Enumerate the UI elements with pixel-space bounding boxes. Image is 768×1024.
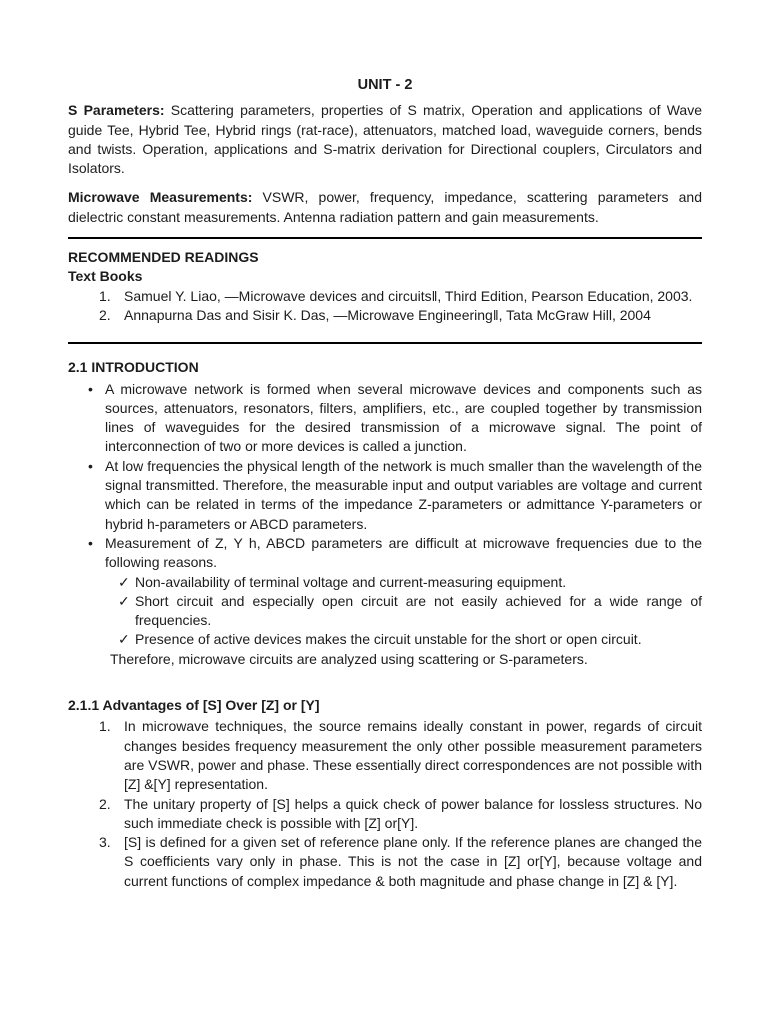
list-number: 1. <box>99 718 111 735</box>
paragraph-text-s-parameters: Scattering parameters, properties of S matrix, Operation and applications of Wave guide Tee, Hybrid Tee, Hybrid rings (rat-race), attenuators, matched load, waveguide corners, bends and twists. Operation, applications and S-matrix derivation for Directional couplers, Circulators and Isolators. <box>68 102 702 177</box>
advantage-text: The unitary property of [S] helps a quick check of power balance for lossless structures. No such immediate check is possible with [Z] or[Y]. <box>124 795 702 831</box>
syllabus-paragraph-microwave-measurements <box>68 188 702 227</box>
list-number: 2. <box>99 306 111 323</box>
introduction-bullet-list <box>68 380 702 669</box>
bullet-text: A microwave network is formed when several microwave devices and components such as sources, attenuators, resonators, filters, amplifiers, etc., are coupled together by transmission lines of waveguides for the desired transmission of a microwave signal. The point of interconnection of two or more devices is called a junction. <box>105 380 702 455</box>
bullet-item <box>68 534 702 573</box>
check-item <box>68 630 702 649</box>
syllabus-paragraph-s-parameters <box>68 101 702 178</box>
textbook-list <box>68 287 702 326</box>
bullet-marker-icon: • <box>88 534 93 551</box>
bullet-text: At low frequencies the physical length of the network is much smaller than the wavelength of the signal transmitted. Therefore, the measurable input and output variables are voltage and current which can be related in terms of the impedance Z-parameters or admittance Y-parameters or hybrid h-parameters or ABCD parameters. <box>105 457 702 532</box>
advantage-item <box>68 717 702 794</box>
introduction-heading: 2.1 INTRODUCTION <box>68 359 199 376</box>
textbook-text: Samuel Y. Liao, —Microwave devices and circuits‖, Third Edition, Pearson Education, 2003. <box>124 287 693 304</box>
check-item-text: Short circuit and especially open circuit are not easily achieved for a wide range of frequencies. <box>135 592 702 629</box>
check-icon: ✓ <box>118 592 130 609</box>
advantages-list <box>68 717 702 891</box>
textbooks-subheading: Text Books <box>68 268 143 285</box>
list-number: 3. <box>99 834 111 851</box>
paragraph-lead-microwave-measurements: Microwave Measurements: <box>68 189 253 206</box>
check-icon: ✓ <box>118 631 130 648</box>
textbook-text: Annapurna Das and Sisir K. Das, —Microwave Engineering‖, Tata McGraw Hill, 2004 <box>124 306 651 323</box>
paragraph-lead-s-parameters: S Parameters: <box>68 102 165 119</box>
check-item <box>68 573 702 592</box>
advantages-heading: 2.1.1 Advantages of [S] Over [Z] or [Y] <box>68 697 320 714</box>
section-divider-bottom <box>68 342 702 344</box>
check-item <box>68 592 702 631</box>
bullet-item <box>68 457 702 534</box>
advantage-text: [S] is defined for a given set of reference plane only. If the reference planes are changed the S coefficients vary only in phase. This is not the case in [Z] or[Y], because voltage and current functions of complex impedance & both magnitude and phase change in [Z] & [Y]. <box>124 834 702 889</box>
bullet-item <box>68 380 702 457</box>
document-content <box>68 76 702 891</box>
bullet-marker-icon: • <box>88 457 93 474</box>
paragraph-text-microwave-measurements: VSWR, power, frequency, impedance, scattering parameters and dielectric constant measurements. Antenna radiation pattern and gain measurements. <box>68 189 702 225</box>
bullet-text: Measurement of Z, Y h, ABCD parameters are difficult at microwave frequencies due to the following reasons. <box>105 534 702 571</box>
section-divider-top <box>68 237 702 239</box>
check-icon: ✓ <box>118 573 130 590</box>
page-title: UNIT - 2 <box>357 77 413 93</box>
advantage-text: In microwave techniques, the source remains ideally constant in power, regards of circuit changes besides frequency measurement the only other possible measurement parameters are VSWR, power and phase. These essentially direct correspondences are not possible with [Z] &[Y] representation. <box>124 718 702 793</box>
list-number: 2. <box>99 795 111 812</box>
textbook-item <box>68 287 702 306</box>
textbook-item <box>68 306 702 325</box>
check-item-text: Non-availability of terminal voltage and current-measuring equipment. <box>135 573 567 590</box>
introduction-conclusion: Therefore, microwave circuits are analyzed using scattering or S-parameters. <box>110 650 588 667</box>
bullet-marker-icon: • <box>88 380 93 397</box>
check-item-text: Presence of active devices makes the circuit unstable for the short or open circuit. <box>135 631 642 648</box>
advantage-item <box>68 795 702 834</box>
advantage-item <box>68 833 702 891</box>
reasons-check-list <box>68 573 702 650</box>
list-number: 1. <box>99 287 111 304</box>
recommended-readings-heading: RECOMMENDED READINGS <box>68 249 259 266</box>
